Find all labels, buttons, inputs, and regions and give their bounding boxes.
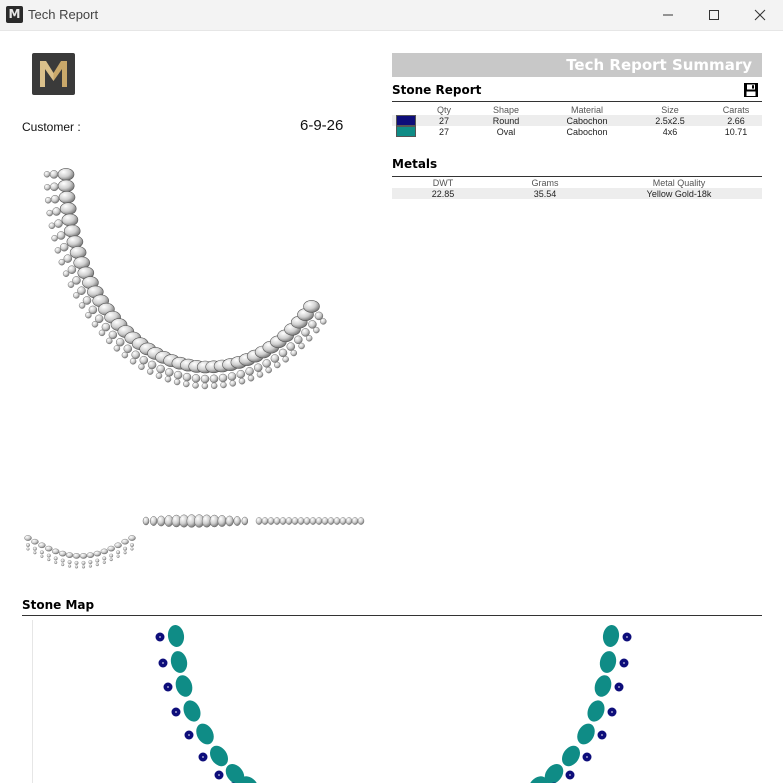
table-row: [392, 126, 762, 137]
customer-label: Customer :: [22, 120, 81, 134]
thumb-drop: [131, 548, 134, 551]
necklace-drop: [63, 271, 69, 277]
oval-stone: [584, 698, 607, 725]
material-cell: Cabochon: [566, 126, 608, 137]
necklace-link: [58, 168, 74, 180]
thumb-drop: [96, 559, 100, 563]
round-stone-highlight: [167, 686, 169, 688]
thumb-link: [122, 539, 129, 544]
thumb-link: [322, 517, 328, 524]
necklace-drop: [263, 359, 271, 367]
thumb-link: [280, 517, 286, 524]
thumb-drop: [34, 551, 37, 554]
column-header: Shape: [492, 104, 520, 115]
round-stone-highlight: [202, 756, 204, 758]
round-stone-highlight: [159, 636, 161, 638]
column-header: Grams: [531, 177, 559, 188]
thumb-link: [292, 517, 298, 524]
round-stone-highlight: [623, 662, 625, 664]
thumb-drop: [54, 557, 58, 561]
necklace-drop: [50, 170, 58, 178]
thumb-drop: [116, 551, 120, 555]
necklace-link: [59, 191, 75, 203]
oval-stone: [193, 721, 217, 748]
necklace-drop: [60, 243, 68, 251]
thumb-link: [80, 553, 87, 558]
thumb-link: [352, 517, 358, 524]
stone-map-title: Stone Map: [22, 598, 95, 612]
close-icon: [754, 9, 766, 21]
necklace-drop: [44, 184, 50, 190]
thumb-link: [52, 549, 59, 554]
brand-m-icon: [38, 59, 69, 89]
thumb-link: [31, 539, 38, 544]
column-header: Qty: [436, 104, 451, 115]
close-button[interactable]: [737, 0, 783, 30]
thumb-drop: [110, 558, 113, 561]
necklace-drop: [59, 259, 65, 265]
necklace-drop: [165, 368, 173, 376]
necklace-drop: [279, 349, 287, 357]
necklace-link: [58, 180, 74, 192]
necklace-drop: [306, 335, 312, 341]
thumb-link: [242, 517, 248, 525]
thumb-link: [38, 543, 45, 548]
necklace-drop: [174, 371, 182, 379]
oval-stone: [602, 624, 621, 648]
maximize-button[interactable]: [691, 0, 737, 30]
thumb-link: [66, 553, 73, 558]
necklace-drop: [246, 367, 254, 375]
necklace-thumbnail-front[interactable]: [22, 528, 138, 574]
thumb-drop: [41, 555, 44, 558]
minimize-button[interactable]: [645, 0, 691, 30]
thumb-drop: [96, 563, 99, 566]
necklace-drop: [122, 352, 128, 358]
app-logo-icon: M: [6, 6, 23, 23]
thumb-drop: [75, 566, 78, 569]
necklace-drop: [274, 362, 280, 368]
necklace-drop: [183, 373, 191, 381]
thumb-link: [262, 517, 268, 524]
column-header: DWT: [432, 177, 454, 188]
thumb-link: [316, 517, 322, 524]
metals-title: Metals: [392, 157, 438, 171]
summary-title: Tech Report Summary: [566, 56, 752, 74]
summary-header-bar: [392, 53, 762, 77]
thumb-drop: [103, 561, 106, 564]
necklace-drop: [52, 235, 58, 241]
shape-cell: Oval: [496, 126, 516, 137]
stone-report-table: [392, 104, 762, 137]
oval-stone: [167, 624, 186, 648]
window-titlebar: [0, 0, 783, 31]
grams-cell: 35.54: [494, 188, 596, 199]
round-stone-highlight: [586, 756, 588, 758]
necklace-drop: [79, 303, 85, 309]
necklace-link: [64, 225, 80, 237]
stone-map-diagram[interactable]: [32, 620, 763, 783]
thumb-drop: [27, 548, 30, 551]
thumb-link: [218, 515, 226, 526]
round-stone-highlight: [162, 662, 164, 664]
necklace-drop: [140, 356, 148, 364]
thumb-drop: [68, 560, 72, 564]
necklace-drop: [248, 375, 254, 381]
thumb-drop: [75, 561, 79, 565]
necklace-drop: [53, 208, 61, 216]
necklace-drop: [116, 338, 124, 346]
necklace-drop: [124, 345, 132, 353]
thumb-link: [346, 517, 352, 524]
stone-color-swatch: [396, 126, 416, 137]
necklace-drop: [99, 330, 105, 336]
thumb-link: [129, 535, 136, 540]
thumb-link: [108, 546, 115, 551]
necklace-drop: [157, 365, 165, 373]
carats-cell: 2.66: [710, 115, 762, 126]
necklace-drop: [44, 171, 50, 177]
necklace-drop: [156, 373, 162, 379]
necklace-drop: [165, 376, 171, 382]
thumb-drop: [47, 554, 51, 558]
necklace-drop: [55, 220, 63, 228]
necklace-drop: [294, 336, 302, 344]
thumb-link: [310, 517, 316, 524]
thumb-drop: [124, 551, 127, 554]
oval-stone: [598, 649, 619, 674]
thumb-link: [25, 535, 32, 540]
oval-stone: [180, 698, 203, 725]
necklace-drop: [51, 195, 59, 203]
round-stone-highlight: [569, 774, 571, 776]
necklace-drop: [132, 351, 140, 359]
thumb-link: [298, 517, 304, 524]
necklace-drop: [50, 183, 58, 191]
thumb-link: [256, 517, 262, 524]
thumb-drop: [82, 561, 86, 565]
necklace-drop: [114, 345, 120, 351]
necklace-drop: [219, 374, 227, 382]
round-stone-highlight: [218, 774, 220, 776]
metal-quality-cell: Yellow Gold-18k: [596, 188, 762, 199]
necklace-link: [304, 300, 320, 312]
oval-stone: [592, 673, 614, 699]
thumb-link: [268, 517, 274, 524]
dwt-cell: 22.85: [392, 188, 494, 199]
oval-stone: [173, 673, 195, 699]
thumb-drop: [61, 563, 64, 566]
round-stone-highlight: [175, 711, 177, 713]
necklace-drop: [230, 380, 236, 386]
necklace-render-image: [40, 165, 366, 405]
table-row: [392, 115, 762, 126]
necklace-drop: [291, 350, 297, 356]
necklace-drop: [228, 373, 236, 381]
necklace-drop: [106, 338, 112, 344]
stone-color-swatch: [396, 115, 416, 126]
thumb-drop: [82, 566, 85, 569]
thumb-link: [73, 553, 80, 558]
thumb-link: [340, 517, 346, 524]
necklace-drop: [139, 364, 145, 370]
necklace-drop: [55, 247, 61, 253]
necklace-drop: [266, 367, 272, 373]
necklace-drop: [211, 383, 217, 389]
thumb-drop: [117, 555, 120, 558]
qty-cell: 27: [420, 115, 468, 126]
thumb-link: [115, 543, 122, 548]
window-title: Tech Report: [28, 7, 99, 22]
necklace-drop: [254, 364, 262, 372]
necklace-drop: [202, 383, 208, 389]
necklace-drop: [49, 223, 55, 229]
thumb-drop: [123, 547, 127, 551]
thumb-link: [101, 549, 108, 554]
necklace-drop: [239, 378, 245, 384]
thumb-link: [226, 516, 234, 526]
thumb-drop: [47, 558, 50, 561]
thumb-link: [143, 517, 149, 525]
round-stone-highlight: [626, 636, 628, 638]
necklace-drop: [57, 232, 65, 240]
thumb-link: [150, 516, 157, 525]
necklace-drop: [130, 358, 136, 364]
thumb-drop: [61, 559, 65, 563]
necklace-thumbnail-side[interactable]: [140, 510, 252, 532]
necklace-drop: [210, 375, 218, 383]
column-header: Metal Quality: [652, 177, 706, 188]
necklace-drop: [147, 369, 153, 375]
necklace-drop: [73, 292, 79, 298]
necklace-drop: [271, 355, 279, 363]
necklace-drop: [237, 370, 245, 378]
thumb-drop: [89, 565, 92, 568]
metals-table: [392, 177, 762, 199]
thumb-drop: [26, 543, 30, 547]
necklace-drop: [45, 197, 51, 203]
thumb-link: [304, 517, 310, 524]
necklace-drop: [320, 318, 326, 324]
necklace-drop: [193, 382, 199, 388]
qty-cell: 27: [438, 126, 449, 137]
thumb-link: [87, 553, 94, 558]
thumb-drop: [109, 554, 113, 558]
thumb-link: [59, 551, 66, 556]
table-row: [392, 188, 762, 199]
stone-map-divider: [22, 615, 762, 616]
thumb-link: [45, 546, 52, 551]
swatch-column-header: [392, 104, 420, 115]
necklace-drop: [85, 312, 91, 318]
necklace-drop: [201, 375, 209, 383]
thumb-link: [210, 515, 219, 527]
necklace-drop: [68, 282, 74, 288]
round-stone-highlight: [618, 686, 620, 688]
necklace-drop: [221, 382, 227, 388]
thumb-drop: [40, 551, 44, 555]
round-stone-highlight: [611, 711, 613, 713]
necklace-drop: [148, 361, 156, 369]
oval-stone: [574, 721, 598, 748]
thumb-link: [286, 517, 292, 524]
thumb-drop: [68, 565, 71, 568]
column-header: Material: [570, 104, 603, 115]
brand-logo: [32, 53, 75, 95]
stone-report-divider: [392, 101, 762, 102]
necklace-link: [67, 236, 83, 248]
thumb-link: [234, 516, 241, 525]
shape-cell: Round: [468, 115, 544, 126]
thumb-drop: [89, 560, 93, 564]
necklace-drop: [64, 255, 72, 263]
thumb-link: [274, 517, 280, 524]
thumb-link: [328, 517, 334, 524]
necklace-drop: [287, 343, 295, 351]
necklace-drop: [183, 381, 189, 387]
thumb-drop: [103, 557, 107, 561]
thumb-link: [334, 517, 340, 524]
maximize-icon: [708, 9, 720, 21]
necklace-thumbnail-top[interactable]: [255, 512, 365, 530]
necklace-drop: [313, 327, 319, 333]
stone-report-title: Stone Report: [392, 83, 482, 97]
thumb-link: [157, 516, 165, 526]
column-header: Size: [661, 104, 679, 115]
size-cell: 4x6: [662, 126, 678, 137]
necklace-drop: [283, 356, 289, 362]
carats-cell: 10.71: [724, 126, 748, 137]
column-header: Carats: [722, 104, 750, 115]
size-cell: 2.5x2.5: [630, 115, 710, 126]
oval-stone: [206, 742, 231, 769]
material-cell: Cabochon: [544, 115, 630, 126]
metals-header-row: [392, 177, 762, 188]
report-date: 6-9-26: [300, 117, 344, 134]
necklace-drop: [109, 331, 117, 339]
save-icon[interactable]: [743, 82, 759, 98]
thumb-link: [358, 517, 364, 524]
thumb-link: [94, 551, 101, 556]
minimize-icon: [662, 9, 674, 21]
necklace-drop: [47, 210, 53, 216]
thumb-drop: [33, 547, 37, 551]
necklace-link: [60, 203, 76, 215]
thumb-drop: [54, 561, 57, 564]
necklace-drop: [299, 343, 305, 349]
oval-stone: [169, 649, 190, 674]
oval-stone: [558, 742, 583, 769]
necklace-drop: [92, 321, 98, 327]
necklace-link: [62, 214, 78, 226]
necklace-drop: [192, 374, 200, 382]
necklace-drop: [174, 379, 180, 385]
stone-report-header-row: [392, 104, 762, 115]
thumb-drop: [130, 543, 134, 547]
necklace-drop: [257, 372, 263, 378]
round-stone-highlight: [188, 734, 190, 736]
round-stone-highlight: [601, 734, 603, 736]
